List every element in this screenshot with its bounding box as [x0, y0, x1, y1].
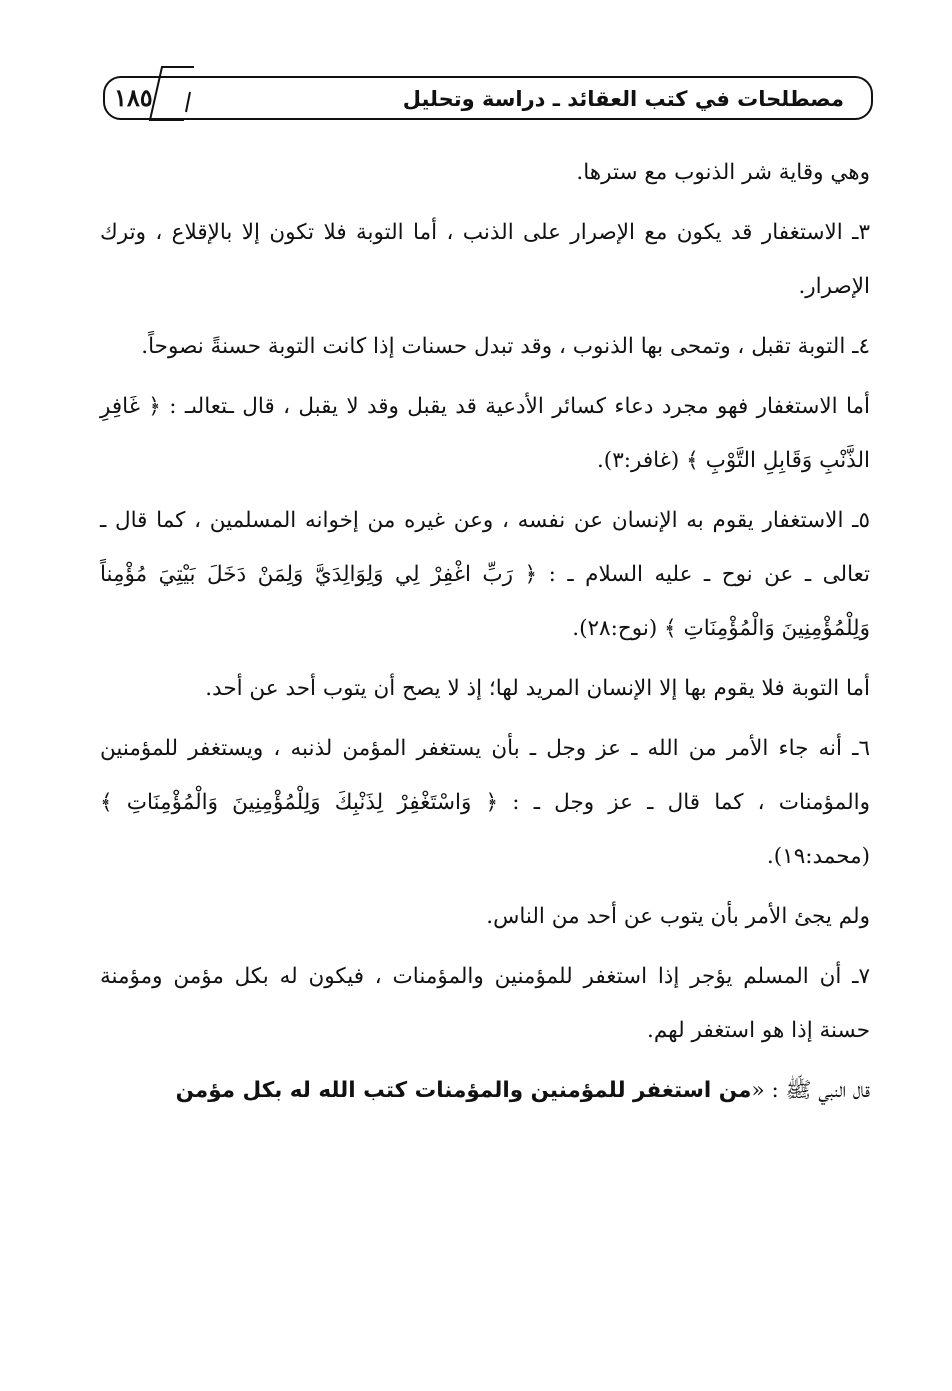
- paragraph-6: أما التوبة فلا يقوم بها إلا الإنسان المريد لها؛ إذ لا يصح أن يتوب أحد عن أحد.: [205, 676, 870, 701]
- paragraph-2: ٣ـ الاستغفار قد يكون مع الإصرار على الذنب ، أما التوبة فلا تكون إلا بالإقلاع ، وترك الإصرار.: [100, 220, 870, 299]
- running-title: مصطلحات في كتب العقائد ـ دراسة وتحليل: [402, 87, 844, 111]
- page-number: ١٨٥: [114, 83, 153, 112]
- hadith-text: من استغفر للمؤمنين والمؤمنات كتب الله له بكل مؤمن: [175, 1078, 752, 1103]
- paragraph-1: وهي وقاية شر الذنوب مع سترها.: [576, 160, 870, 185]
- paragraph-3: ٤ـ التوبة تقبل ، وتمحى بها الذنوب ، وقد تبدل حسنات إذا كانت التوبة حسنةً نصوحاً.: [141, 334, 870, 359]
- paragraph-10: [100, 1064, 870, 1118]
- hadith-lead: قال النبي ﷺ : «: [751, 1078, 870, 1103]
- paragraph-7: ٦ـ أنه جاء الأمر من الله ـ عز وجل ـ بأن يستغفر المؤمن لذنبه ، ويستغفر للمؤمنين والمؤمنات ، كما قال ـ عز وجل ـ : ﴿ وَاسْتَغْفِرْ لِذَنْبِكَ وَلِلْمُؤْمِنِينَ وَالْمُؤْمِنَاتِ ﴾ (محمد:١٩).: [100, 736, 870, 869]
- paragraph-9: ٧ـ أن المسلم يؤجر إذا استغفر للمؤمنين والمؤمنات ، فيكون له بكل مؤمن ومؤمنة حسنة إذا هو استغفر لهم.: [100, 964, 870, 1043]
- paragraph-4: أما الاستغفار فهو مجرد دعاء كسائر الأدعية قد يقبل وقد لا يقبل ، قال ـتعالىـ : ﴿ غَافِرِ الذَّنْبِ وَقَابِلِ التَّوْبِ ﴾ (غافر:٣).: [100, 394, 870, 473]
- paragraph-8: ولم يجئ الأمر بأن يتوب عن أحد من الناس.: [486, 904, 870, 929]
- body-text: [100, 146, 870, 1124]
- paragraph-5: ٥ـ الاستغفار يقوم به الإنسان عن نفسه ، وعن غيره من إخوانه المسلمين ، كما قال ـ تعالى ـ عن نوح ـ عليه السلام ـ : ﴿ رَبِّ اغْفِرْ لِي وَلِوَالِدَيَّ وَلِمَنْ دَخَلَ بَيْتِيَ مُؤْمِناً وَلِلْمُؤْمِنِينَ وَالْمُؤْمِنَاتِ ﴾ (نوح:٢٨).: [100, 508, 870, 641]
